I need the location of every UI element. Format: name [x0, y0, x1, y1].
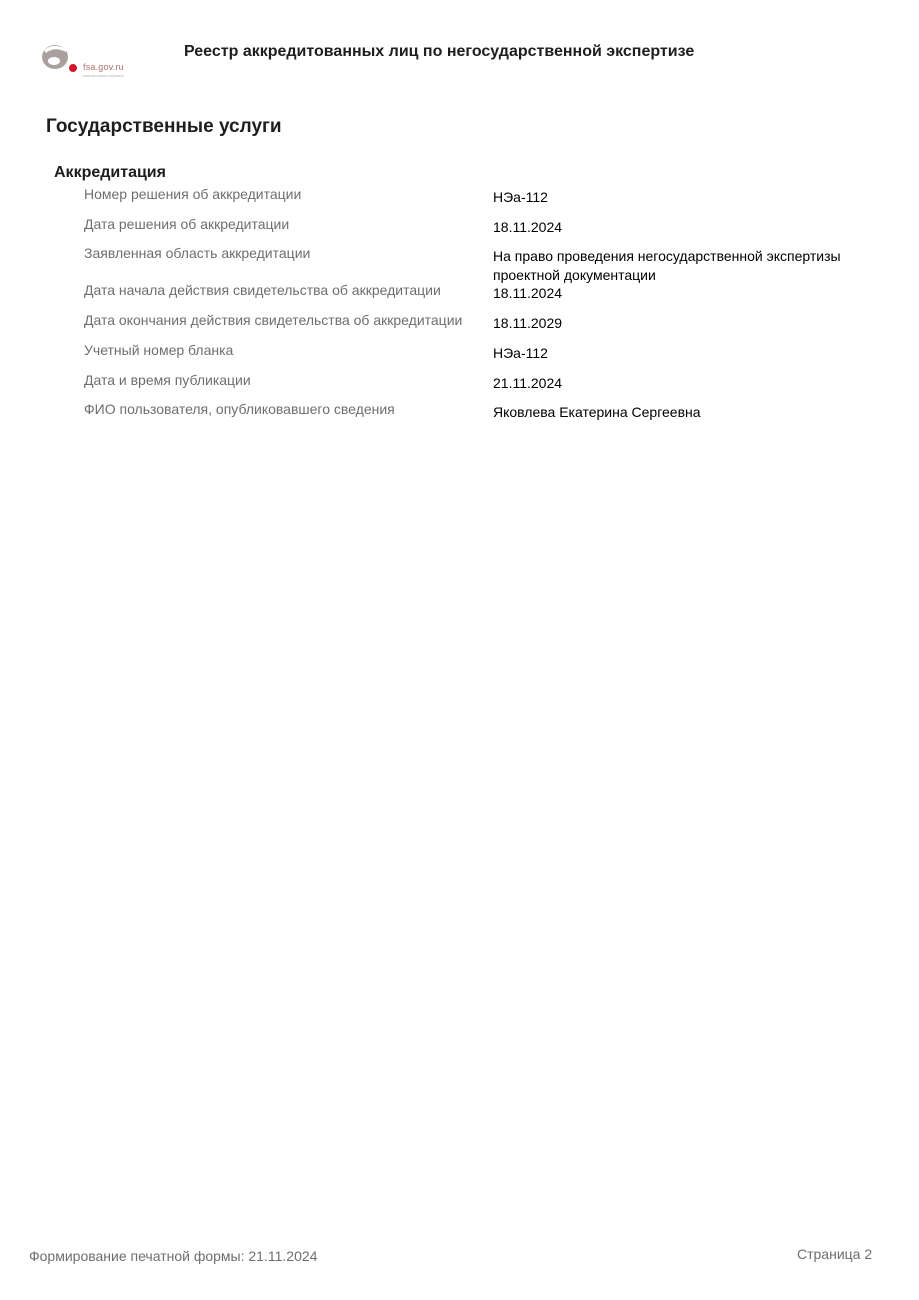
field-value: Яковлева Екатерина Сергеевна [493, 404, 701, 420]
fsa-logo [40, 40, 152, 82]
field-label: Номер решения об аккредитации [84, 186, 302, 202]
logo-tagline: электронные сервисы [83, 73, 124, 78]
field-value: НЭа-112 [493, 345, 548, 361]
field-label: Учетный номер бланка [84, 342, 234, 358]
subsection-title: Аккредитация [54, 164, 166, 181]
field-value: 18.11.2029 [493, 315, 563, 331]
field-label: ФИО пользователя, опубликовавшего сведения [84, 401, 395, 417]
field-label: Дата решения об аккредитации [84, 216, 290, 232]
page-number: Страница 2 [797, 1246, 873, 1262]
field-value: На право проведения негосударственной экспертизы проектной документации [493, 248, 841, 283]
field-label: Дата и время публикации [84, 372, 251, 388]
field-label: Дата окончания действия свидетельства об аккредитации [84, 312, 463, 328]
field-label: Дата начала действия свидетельства об аккредитации [84, 282, 441, 298]
section-title: Государственные услуги [46, 116, 282, 137]
logo-domain: fsa.gov.ru [83, 62, 124, 72]
print-date: Формирование печатной формы: 21.11.2024 [29, 1248, 318, 1264]
registry-title: Реестр аккредитованных лиц по негосударственной экспертизе [184, 43, 695, 60]
fsa-logo-icon [40, 40, 80, 76]
field-label: Заявленная область аккредитации [84, 245, 311, 261]
field-value: НЭа-112 [493, 189, 548, 205]
field-value: 18.11.2024 [493, 219, 563, 235]
field-value: 18.11.2024 [493, 285, 563, 301]
field-value: 21.11.2024 [493, 375, 563, 391]
